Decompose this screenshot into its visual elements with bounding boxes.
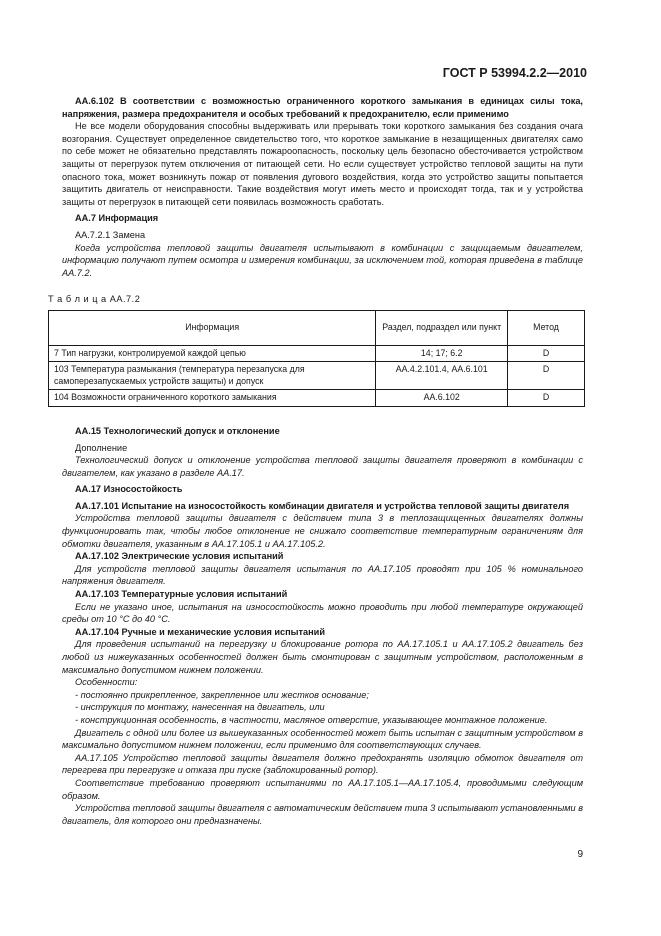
section-aa17104-after: Двигатель с одной или более из вышеуказанных особенностей может быть испытан с защитным устройством в максимально допустимом нижнем положении, если применимо для соответствующих случаев. (62, 727, 583, 751)
section-aa15-text: Технологический допуск и отклонение устройства тепловой защиты двигателя проверяют в комбинации с двигателем, как указано в разделе АА.17. (62, 455, 583, 478)
table-row (49, 390, 585, 407)
table-row (49, 362, 585, 390)
table-cell: 104 Возможности ограниченного короткого замыкания (49, 390, 376, 407)
section-aa17104-heading: АА.17.104 Ручные и механические условия испытаний (75, 626, 325, 637)
section-aa17102-text: Для устройств тепловой защиты двигателя испытания по АА.17.105 проводят при 105 % номинального напряжения двигателя. (62, 563, 583, 587)
page-number: 9 (577, 849, 583, 860)
section-aa17101-heading: АА.17.101 Испытание на износостойкость комбинации двигателя и устройства тепловой защиты двигателя (75, 500, 570, 511)
table-header-row (49, 310, 585, 345)
standard-header: ГОСТ Р 53994.2.2—2010 (442, 66, 587, 80)
section-aa17101-text: Устройства тепловой защиты двигателя с действием типа 3 в теплозащищенных двигателях должны функционировать так, чтобы любое отклонение не снижало соответствие температурным ограничениям для обмотки двигателя, указанным в АА.17.105.1 и АА.17.105.2. (62, 513, 583, 549)
section-aa17103-heading: АА.17.103 Температурные условия испытаний (75, 589, 288, 600)
table-cell: 103 Температура размыкания (температура перезапуска для самоперезапускаемых устройств защиты) и допуск (49, 362, 376, 390)
features-label: Особенности: (75, 677, 138, 688)
table-row (49, 345, 585, 362)
section-aa17103-text: Если не указано иное, испытания на износостойкость можно проводить при любой температуре окружающей среды от 10 °С до 40 °С. (62, 601, 583, 625)
section-aa7-heading: АА.7 Информация (75, 213, 159, 224)
section-aa17-heading: АА.17 Износостойкость (75, 484, 183, 495)
section-aa17105-text3: Устройства тепловой защиты двигателя с автоматическим действием типа 3 испытывают установленными в двигатель, для которого они предназначены. (62, 803, 583, 826)
section-aa17105-text2: Соответствие требованию проверяют испытаниями по АА.17.105.1—АА.17.105.4, проводимыми следующим образом. (62, 777, 583, 801)
table-cell: 14; 17; 6.2 (376, 345, 508, 362)
table-cell: D (508, 345, 585, 362)
section-aa17102-heading: АА.17.102 Электрические условия испытаний (75, 551, 284, 562)
table-cell: D (508, 362, 585, 390)
document-body (48, 95, 583, 827)
table-header-cell: Метод (508, 310, 585, 345)
table-cell: АА.6.102 (376, 390, 508, 407)
section-aa17104-text: Для проведения испытаний на перегрузку и блокирование ротора по АА.17.105.1 и АА.17.105.2 двигатель без любой из нижеуказанных особенностей должен быть смонтирован с защитным устройством, расположенным в максимально допустимом нижнем положении. (62, 639, 583, 675)
table-cell: 7 Тип нагрузки, контролируемой каждой цепью (49, 345, 376, 362)
section-aa15-sub: Дополнение (75, 442, 128, 453)
section-aa6102-heading: АА.6.102 В соответствии с возможностью ограниченного короткого замыкания в единицах силы тока, напряжения, размера предохранителя и особых требований к предохранителю, если применимо (62, 96, 583, 119)
table-cell: D (508, 390, 585, 407)
section-aa15-heading: АА.15 Технологический допуск и отклонение (75, 425, 280, 436)
feature-item: - конструкционная особенность, в частности, масляное отверстие, указывающее монтажное положение. (75, 714, 548, 725)
section-aa7-text: Когда устройства тепловой защиты двигателя испытывают в комбинации с защищаемым двигателем, информацию получают путем осмотра и измерения комбинации, за исключением той, которая приведена в таблице АА.7.2. (62, 242, 583, 278)
feature-item: - инструкция по монтажу, нанесенная на двигатель, или (75, 702, 325, 713)
feature-item: - постоянно прикрепленное, закрепленное или жестков основание; (75, 689, 369, 700)
section-aa17105-text: АА.17.105 Устройство тепловой защиты двигателя должно предохранять изоляцию обмоток двигателя от перегрева при перегрузке и отказа при пуске (заблокированный ротор). (62, 752, 583, 776)
section-aa721-heading: АА.7.2.1 Замена (75, 229, 146, 240)
table-header-cell: Раздел, подраздел или пункт (376, 310, 508, 345)
table-caption: Т а б л и ц а АА.7.2 (48, 294, 141, 305)
section-aa6102-text: Не все модели оборудования способны выдерживать или прерывать токи короткого замыкания без создания очага возгорания. Существует определенное свидетельство того, что короткое замыкание в незащищенных двигателях само по себе может не обязательно представлять пожароопасность, поскольку цель безопасно обесточивается устройством защиты от перегрузок путем отключения от питающей сети. Но если существует устройство тепловой защиты на пути опасного тока, может возникнуть пожар от появления дугового воздействия, когда это устройство защиты попытается защитить двигатель от неисправности. Такие воздействия могут иметь место и происходят тогда, так и у устройства защиты от перегрузок в питающей сети появилась возможность сработать. (62, 121, 583, 207)
info-table (48, 310, 585, 407)
table-cell: АА.4.2.101.4, АА.6.101 (376, 362, 508, 390)
table-header-cell: Информация (49, 310, 376, 345)
